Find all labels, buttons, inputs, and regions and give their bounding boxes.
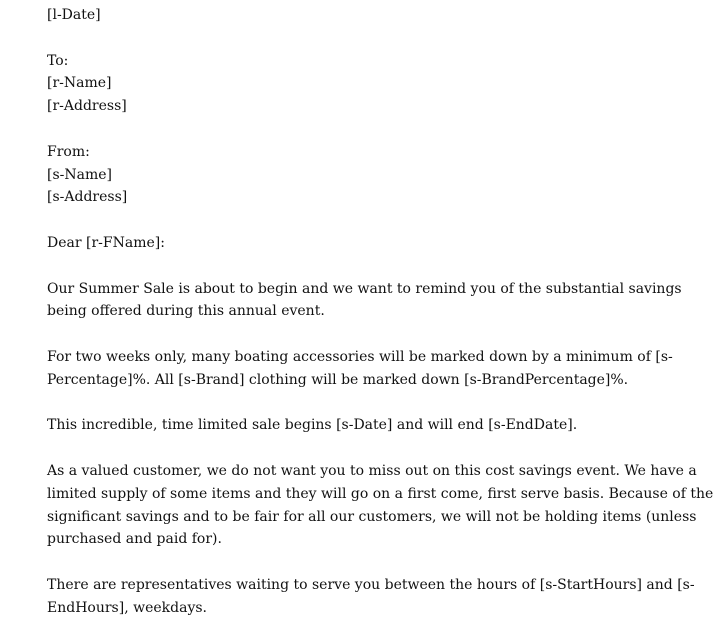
paragraph-line: Our Summer Sale is about to begin and we want to remind you of the substantial savings [47, 280, 682, 297]
spacer [47, 209, 697, 232]
spacer [47, 551, 697, 574]
paragraph-line: purchased and paid for). [47, 531, 222, 548]
recipient-address: [r-Address] [47, 98, 127, 115]
spacer [47, 118, 697, 141]
letter-date: [l-Date] [47, 7, 101, 23]
paragraph-line: EndHours], weekdays. [47, 599, 207, 616]
paragraph-line: As a valued customer, we do not want you to miss out on this cost savings event. We have a [47, 462, 697, 479]
paragraph-line: This incredible, time limited sale begins [s-Date] and will end [s-EndDate]. [47, 417, 578, 434]
paragraph-sale-dates [47, 414, 697, 437]
paragraph-line: There are representatives waiting to serve you between the hours of [s-StartHours] and [s- [47, 576, 695, 593]
sender-address: [s-Address] [47, 189, 128, 206]
paragraph-discount [47, 346, 697, 392]
spacer [47, 392, 697, 415]
paragraph-line: For two weeks only, many boating accessories will be marked down by a minimum of [s- [47, 348, 673, 365]
letter-document [47, 4, 714, 620]
salutation: Dear [r-FName]: [47, 234, 165, 251]
spacer [47, 27, 697, 50]
spacer [47, 255, 697, 278]
spacer [47, 437, 697, 460]
sender-name: [s-Name] [47, 166, 112, 183]
paragraph-intro [47, 278, 697, 324]
recipient-name: [r-Name] [47, 75, 112, 92]
from-label: From: [47, 143, 90, 160]
to-label: To: [47, 52, 69, 69]
paragraph-hours [47, 574, 697, 620]
paragraph-line: significant savings and to be fair for all our customers, we will not be holding items (unless [47, 508, 697, 525]
paragraph-line: limited supply of some items and they will go on a first come, first serve basis. Because of the [47, 485, 714, 502]
paragraph-line: being offered during this annual event. [47, 303, 325, 320]
paragraph-line: Percentage]%. All [s-Brand] clothing will be marked down [s-BrandPercentage]%. [47, 371, 629, 388]
paragraph-supply [47, 460, 714, 551]
spacer [47, 323, 697, 346]
